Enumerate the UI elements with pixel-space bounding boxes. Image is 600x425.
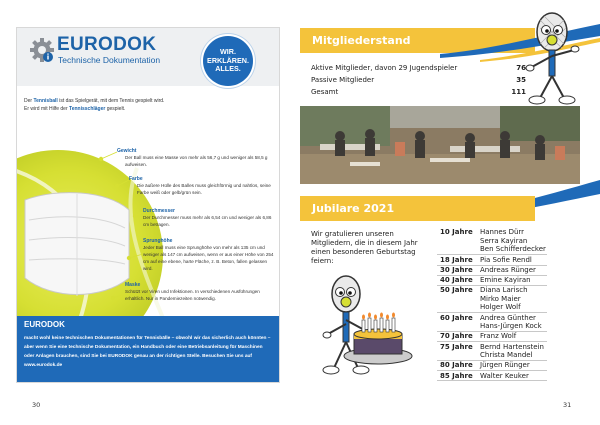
stat-label: Passive Mitglieder xyxy=(311,76,375,84)
jubilar-name: Diana Larisch xyxy=(480,286,528,295)
jubilare-names xyxy=(480,228,547,255)
jubilar-name: Hans-Jürgen Kock xyxy=(480,322,542,331)
jubilare-names xyxy=(480,255,547,265)
footer-text: macht wohl keine technischen Dokumentationen für Tennisbälle – obwohl wir das sicherlich auch könnten – aber wenn Sie eine technische Dokumentation, ein Handbuch oder eine Betriebsanleitung für Maschinen oder Anlagen brauchen, sind Sie bei EURODOK genau an der richtigen Stelle. Besuchen Sie uns auf www.eurodok.de xyxy=(24,336,271,368)
jubilare-years: 40 Jahre xyxy=(437,275,480,285)
page-number-right: 31 xyxy=(563,401,572,409)
jubilare-row xyxy=(437,361,547,371)
jubilare-names xyxy=(480,275,547,285)
jubilare-row xyxy=(437,371,547,381)
jubilar-name: Hannes Dürr xyxy=(480,228,525,237)
jubilar-name: Jürgen Rünger xyxy=(480,361,530,370)
fact-text: Die äußere Hülle des Balles muss gleichförmig und nahtlos, seine Farbe weiß oder gelb/grün sein. xyxy=(137,183,271,195)
stat-value: 35 xyxy=(516,76,526,84)
slogan-badge xyxy=(203,36,253,86)
jubilare-years: 30 Jahre xyxy=(437,265,480,275)
mask-icon xyxy=(25,193,129,296)
fact-maske xyxy=(125,282,277,302)
jubilare-title: Jubilare 2021 xyxy=(312,202,395,215)
jubilar-name: Andreas Rünger xyxy=(480,265,536,274)
jubilare-names xyxy=(480,285,547,312)
jubilare-names xyxy=(480,265,547,275)
racket-mascot-icon xyxy=(522,10,584,110)
fact-text: Schützt vor Viren und Infektionen. In verschiedenen Ausführungen erhältlich. Nur in Pandemiezeiten notwendig. xyxy=(125,289,260,301)
jubilar-name: Emine Kayiran xyxy=(480,276,531,285)
badge-line: ERKLÄREN. xyxy=(207,55,249,65)
brand-subtitle: Technische Dokumentation xyxy=(58,55,161,65)
jubilare-names xyxy=(480,361,547,371)
stat-row xyxy=(311,88,526,100)
mascot-cake-icon xyxy=(318,272,428,392)
jubilare-row xyxy=(437,342,547,361)
jubilare-years: 18 Jahre xyxy=(437,255,480,265)
jubilare-years: 85 Jahre xyxy=(437,371,480,381)
jubilare-intro: Wir gratulieren unseren Mitgliedern, die in diesem Jahr einen besonderen Geburtstag feiern: xyxy=(311,230,418,265)
jubilar-name: Mirko Maier xyxy=(480,294,521,303)
gear-icon xyxy=(29,37,55,63)
brand-name: EURODOK xyxy=(57,34,157,55)
jubilar-name: Andrea Günther xyxy=(480,313,536,322)
fact-title: Sprunghöhe xyxy=(143,238,173,244)
fact-title: Gewicht xyxy=(117,148,137,154)
fact-sprunghoehe xyxy=(143,238,277,272)
jubilare-years: 75 Jahre xyxy=(437,342,480,361)
fact-title: Durchmesser xyxy=(143,208,175,214)
stat-value: 111 xyxy=(511,88,526,96)
fact-text: Der Durchmesser muss mehr als 6,54 cm und weniger als 6,86 cm betragen. xyxy=(143,215,272,227)
stat-label: Gesamt xyxy=(311,88,339,96)
jubilar-name: Ben Schifferdecker xyxy=(480,245,546,254)
jubilare-row xyxy=(437,265,547,275)
jubilar-name: Walter Keuker xyxy=(480,371,529,380)
jubilare-table xyxy=(437,228,547,381)
jubilare-row xyxy=(437,332,547,342)
fact-text: Jeder Ball muss eine Sprunghöhe von mehr als 135 cm und weniger als 147 cm aufweisen, wenn er aus einer Höhe von 254 cm auf eine ebene, harte Fläche, z. B. Beton, fallen gelassen wird. xyxy=(143,245,274,271)
jubilare-names xyxy=(480,342,547,361)
club-terrace-photo xyxy=(300,106,580,184)
jubilare-names xyxy=(480,371,547,381)
jubilare-row xyxy=(437,255,547,265)
fact-gewicht xyxy=(117,148,277,168)
jubilar-name: Christa Mandel xyxy=(480,351,533,360)
footer-url[interactable]: www.eurodok.de xyxy=(24,363,63,368)
jubilare-names xyxy=(480,313,547,332)
fact-title: Maske xyxy=(125,282,141,288)
jubilare-years: 10 Jahre xyxy=(437,228,480,255)
jubilare-years: 80 Jahre xyxy=(437,361,480,371)
jubilare-row xyxy=(437,228,547,255)
page-number-left: 30 xyxy=(32,401,41,409)
badge-line: WIR. xyxy=(220,47,236,57)
jubilare-names xyxy=(480,332,547,342)
jubilare-years: 60 Jahre xyxy=(437,313,480,332)
jubilar-name: Franz Wolf xyxy=(480,332,517,341)
fact-text: Der Ball muss eine Masse von mehr als 56,7 g und weniger als 58,5 g aufweisen. xyxy=(125,155,268,167)
jubilare-row xyxy=(437,285,547,312)
footer-title: EURODOK xyxy=(24,320,65,329)
jubilare-years: 50 Jahre xyxy=(437,285,480,312)
jubilar-name: Pia Sofie Rendl xyxy=(480,255,532,264)
jubilar-name: Bernd Hartenstein xyxy=(480,342,544,351)
stat-label: Aktive Mitglieder, davon 29 Jugendspieler xyxy=(311,64,458,72)
fact-title: Farbe xyxy=(129,176,143,182)
mitglieder-title: Mitgliederstand xyxy=(312,34,411,47)
jubilar-name: Holger Wolf xyxy=(480,303,521,312)
badge-line: ALLES. xyxy=(215,64,241,74)
stat-row xyxy=(311,64,526,76)
mitglieder-stats xyxy=(311,64,526,100)
jubilar-name: Serra Kayiran xyxy=(480,236,528,245)
fact-durchmesser xyxy=(143,208,277,228)
eurodok-ad xyxy=(17,28,279,382)
ad-intro: Der Tennisball ist das Spielgerät, mit dem Tennis gespielt wird. Er wird mit Hilfe der Tennisschläger gespielt. xyxy=(24,98,165,112)
jubilare-row xyxy=(437,275,547,285)
jubilare-row xyxy=(437,313,547,332)
jubilare-years: 70 Jahre xyxy=(437,332,480,342)
stat-row xyxy=(311,76,526,88)
fact-farbe xyxy=(129,176,277,196)
stat-value: 76 xyxy=(516,64,526,72)
